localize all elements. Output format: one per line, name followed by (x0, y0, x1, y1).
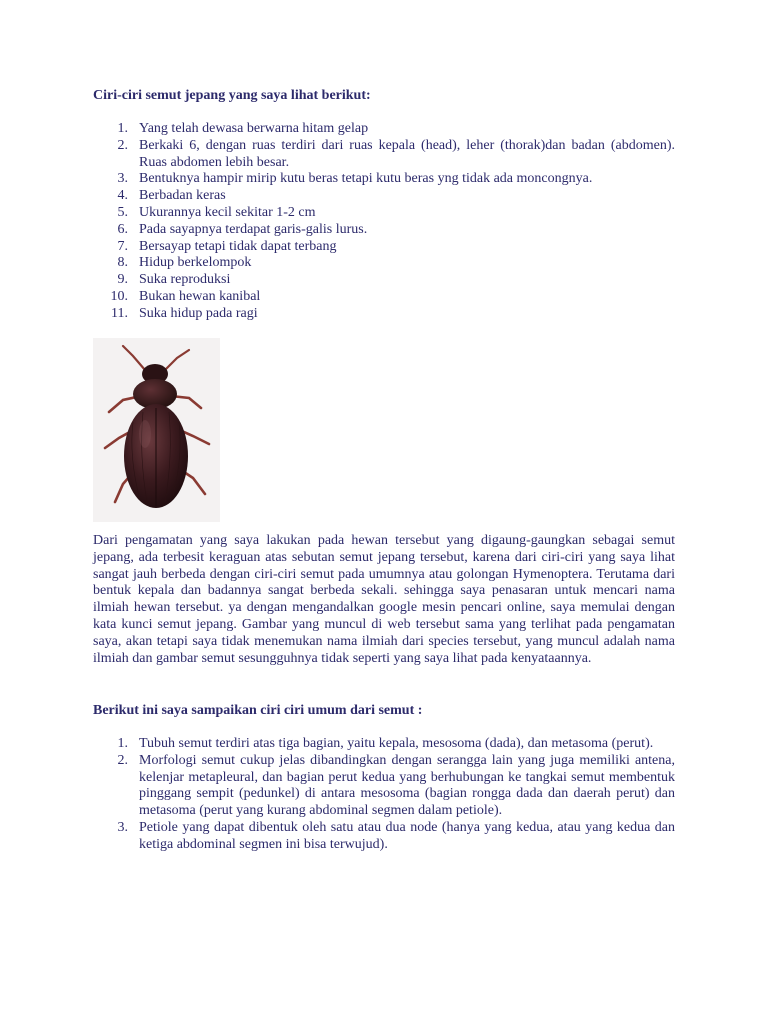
list-item-text: Suka reproduksi (139, 272, 231, 288)
list-item (93, 255, 675, 272)
list-item (93, 239, 675, 256)
list-item-text: Bentuknya hampir mirip kutu beras tetapi kutu beras yng tidak ada moncongnya. (139, 171, 593, 187)
section2-heading: Berikut ini saya sampaikan ciri ciri umum dari semut : (93, 703, 423, 718)
list-item-number: 9. (117, 272, 128, 288)
list-item-number: 8. (117, 255, 128, 271)
list-item (93, 222, 675, 239)
list-item-text: Berkaki 6, dengan ruas terdiri dari ruas kepala (head), leher (thorak)dan badan (abdomen). Ruas abdomen lebih besar. (139, 137, 675, 170)
list-item-number: 6. (117, 221, 128, 237)
list-item-text: Tubuh semut terdiri atas tiga bagian, yaitu kepala, mesosoma (dada), dan metasoma (perut). (139, 736, 654, 751)
body-paragraph: Dari pengamatan yang saya lakukan pada hewan tersebut yang digaung-gaungkan sebagai semut jepang, ada terbesit keraguan atas sebutan semut jepang tersebut, karena dari ciri-ciri yang saya lihat sangat jauh berbeda dengan ciri-ciri semut pada umumnya atau golongan Hymenoptera. Terutama dari bentuk kepala dan badannya sangat berbeda sekali. sehingga saya penasaran untuk mencari nama ilmiah hewan tersebut. ya dengan mengandalkan google mesin pencari online, saya memulai dengan kata kunci semut jepang. Gambar yang muncul di web tersebut sama yang terlihat pada pengamatan saya, akan tetapi saya tidak menemukan nama ilmiah dari species tersebut, yang muncul adalah nama ilmiah dan gambar semut sesungguhnya tidak seperti yang saya lihat pada kenyataannya. (93, 533, 675, 666)
list-item-number: 3. (117, 819, 128, 835)
list-item-number: 2. (117, 137, 128, 153)
list-item (93, 171, 675, 188)
list-item-number: 2. (117, 752, 128, 768)
list-item-number: 3. (117, 171, 128, 187)
section1-heading: Ciri-ciri semut jepang yang saya lihat berikut: (93, 88, 371, 103)
list-item (93, 205, 675, 222)
list-item-text: Berbadan keras (139, 188, 226, 204)
list-item (93, 289, 675, 306)
beetle-photo (93, 338, 220, 522)
list-item (93, 272, 675, 289)
list-item (93, 188, 675, 205)
list-item-number: 5. (117, 204, 128, 220)
list-item-text: Pada sayapnya terdapat garis-galis lurus. (139, 221, 368, 237)
list-item-text: Morfologi semut cukup jelas dibandingkan dengan serangga lain yang juga memiliki antena, kelenjar metapleural, dan bagian perut kedua yang berhubungan ke tangkai semut membentuk pinggang sempit (pedunkel) di antara mesosoma (bagian rongga dada dan daerah perut) dan metasoma (perut yang kurang abdominal segmen dalam petiole). (139, 752, 675, 819)
list-item-number: 10. (110, 288, 128, 304)
list-item-number: 1. (117, 121, 128, 136)
list-item-text: Ukurannya kecil sekitar 1-2 cm (139, 204, 316, 220)
list-item-text: Yang telah dewasa berwarna hitam gelap (139, 121, 369, 136)
list-item (93, 138, 675, 172)
beetle-illustration (93, 338, 220, 522)
list-item (93, 820, 675, 854)
list-item (93, 121, 675, 138)
list-item-number: 11. (111, 305, 128, 321)
list-item (93, 306, 675, 323)
list-item-text: Petiole yang dapat dibentuk oleh satu atau dua node (hanya yang kedua, atau yang kedua dan ketiga abdominal segmen ini bisa terwujud). (139, 819, 675, 852)
list-item-number: 1. (117, 736, 128, 751)
section1-list (93, 121, 675, 323)
list-item-text: Suka hidup pada ragi (139, 305, 258, 321)
list-item-number: 4. (117, 188, 128, 204)
list-item (93, 753, 675, 820)
list-item-text: Hidup berkelompok (139, 255, 252, 271)
section2-list (93, 736, 675, 854)
list-item-text: Bersayap tetapi tidak dapat terbang (139, 238, 337, 254)
list-item-number: 7. (117, 238, 128, 254)
list-item-text: Bukan hewan kanibal (139, 288, 261, 304)
list-item (93, 736, 675, 753)
